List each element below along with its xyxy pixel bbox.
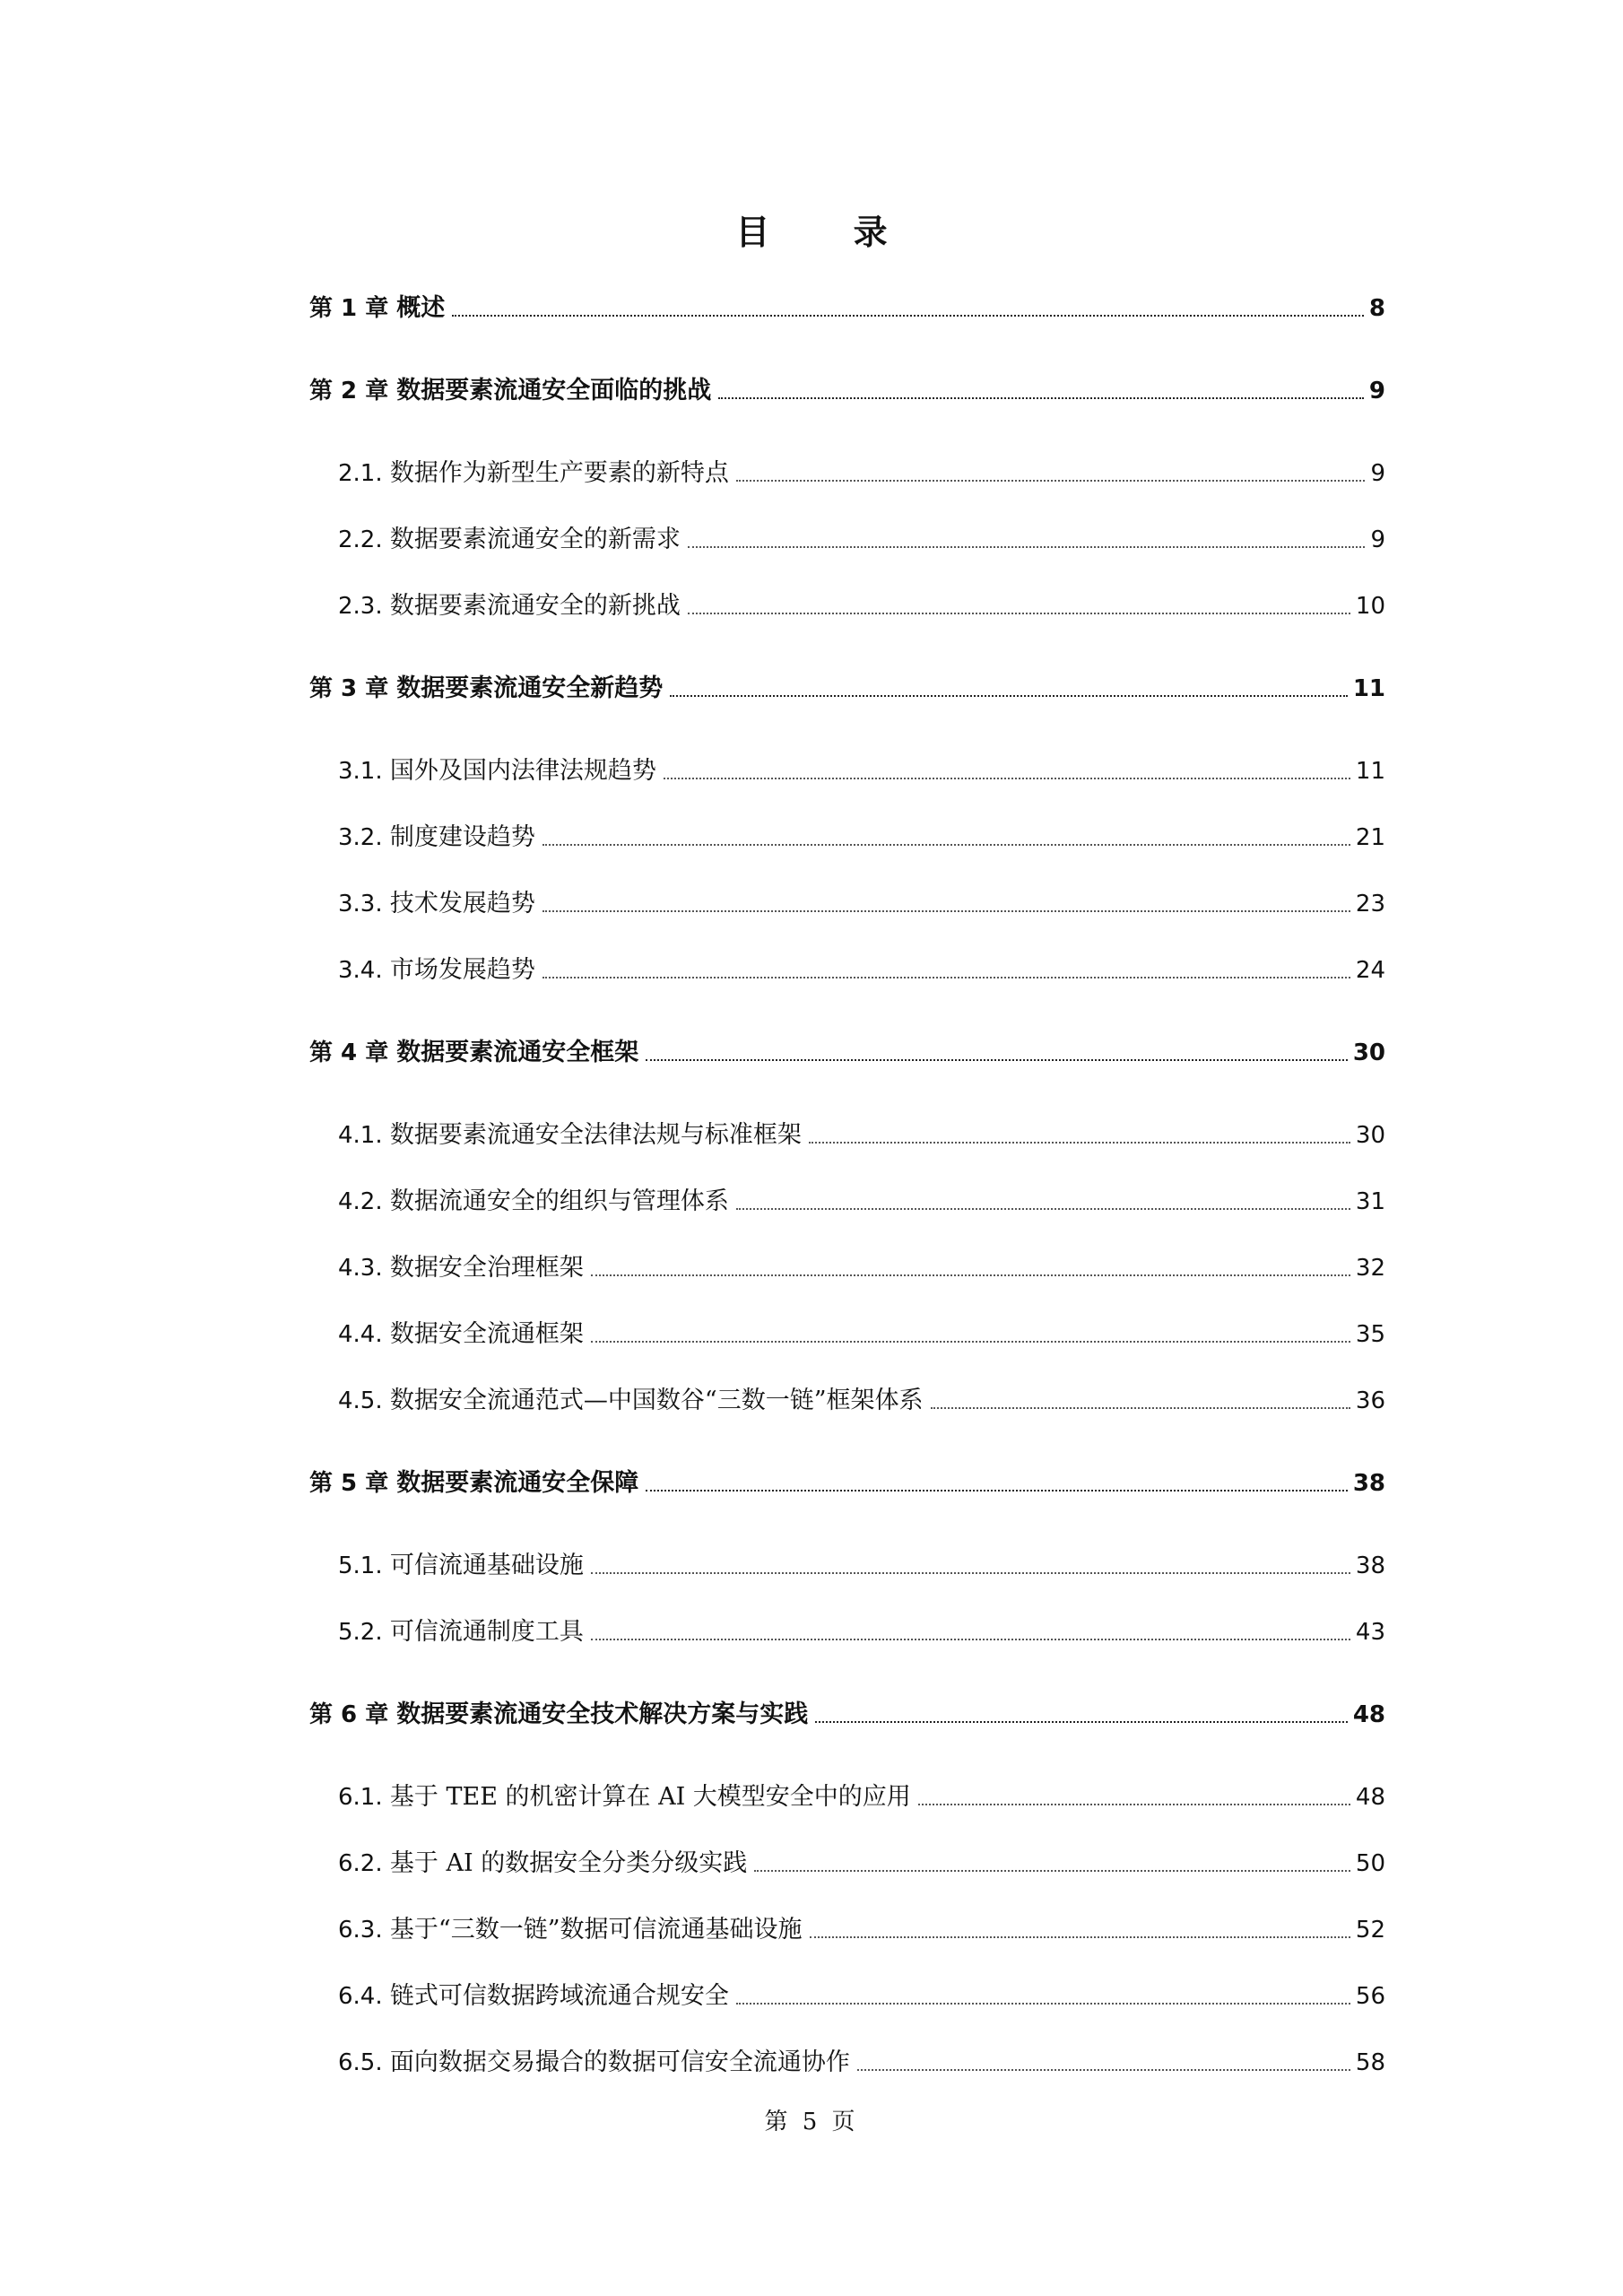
toc-entry[interactable] xyxy=(309,587,1385,622)
dot-leader xyxy=(857,2068,1350,2071)
entry-page: 50 xyxy=(1355,1850,1385,1877)
dot-leader xyxy=(542,843,1350,846)
toc-entry[interactable] xyxy=(309,818,1385,854)
entry-page: 52 xyxy=(1355,1917,1385,1944)
entry-page: 30 xyxy=(1355,1122,1385,1149)
toc-entry[interactable] xyxy=(309,289,1385,325)
toc-entry[interactable] xyxy=(309,1910,1385,1946)
entry-label: 市场发展趋势 xyxy=(389,956,535,984)
entry-page: 48 xyxy=(1352,1701,1385,1728)
entry-number: 2.3. xyxy=(338,593,390,620)
page-footer: 第 5 页 xyxy=(764,2109,859,2135)
toc-entry[interactable] xyxy=(309,2043,1385,2079)
entry-label: 制度建设趋势 xyxy=(389,823,535,851)
dot-leader xyxy=(646,1489,1348,1492)
dot-leader xyxy=(736,2002,1350,2005)
entry-number: 第 6 章 xyxy=(309,1701,397,1728)
entry-number: 第 3 章 xyxy=(309,675,397,702)
toc-entry[interactable] xyxy=(309,1381,1385,1417)
entry-page: 23 xyxy=(1355,891,1385,918)
entry-page: 11 xyxy=(1355,758,1385,785)
toc-entry[interactable] xyxy=(309,951,1385,987)
entry-label: 数据要素流通安全的新挑战 xyxy=(389,592,681,620)
entry-page: 8 xyxy=(1368,295,1385,322)
entry-label: 概述 xyxy=(396,294,446,322)
toc-entry[interactable] xyxy=(309,669,1385,705)
entry-number: 6.4. xyxy=(338,1983,390,2010)
entry-number: 第 5 章 xyxy=(309,1470,397,1497)
entry-label: 数据要素流通安全面临的挑战 xyxy=(396,377,712,404)
toc-entry[interactable] xyxy=(309,371,1385,407)
entry-page: 36 xyxy=(1355,1387,1385,1414)
entry-page: 10 xyxy=(1355,593,1385,620)
entry-page: 56 xyxy=(1355,1983,1385,2010)
dot-leader xyxy=(754,1869,1350,1872)
entry-label: 数据要素流通安全新趋势 xyxy=(396,674,664,702)
entry-page: 9 xyxy=(1368,378,1385,404)
toc-entry[interactable] xyxy=(309,1116,1385,1152)
entry-page: 9 xyxy=(1370,460,1385,487)
entry-number: 3.1. xyxy=(338,758,390,785)
dot-leader xyxy=(591,1571,1350,1574)
toc-entry[interactable] xyxy=(309,1977,1385,2013)
entry-label: 数据要素流通安全保障 xyxy=(396,1469,639,1497)
entry-page: 38 xyxy=(1355,1552,1385,1579)
entry-number: 4.1. xyxy=(338,1122,390,1149)
entry-number: 4.4. xyxy=(338,1321,390,1348)
toc-entry[interactable] xyxy=(309,1695,1385,1731)
entry-number: 第 1 章 xyxy=(309,295,397,322)
entry-label: 数据流通安全的组织与管理体系 xyxy=(389,1187,729,1215)
dot-leader xyxy=(810,1935,1350,1938)
dot-leader xyxy=(591,1638,1350,1640)
entry-number: 第 4 章 xyxy=(309,1039,397,1066)
toc-entry[interactable] xyxy=(309,1613,1385,1648)
dot-leader xyxy=(815,1720,1348,1723)
entry-label: 数据要素流通安全法律法规与标准框架 xyxy=(389,1121,802,1149)
dot-leader xyxy=(542,976,1350,978)
dot-leader xyxy=(736,479,1366,482)
entry-page: 48 xyxy=(1355,1784,1385,1811)
entry-label: 基于 TEE 的机密计算在 AI 大模型安全中的应用 xyxy=(389,1783,911,1811)
entry-page: 30 xyxy=(1352,1039,1385,1066)
entry-number: 6.3. xyxy=(338,1917,390,1944)
entry-number: 3.3. xyxy=(338,891,390,918)
entry-number: 5.2. xyxy=(338,1619,390,1646)
entry-number: 6.2. xyxy=(338,1850,390,1877)
dot-leader xyxy=(646,1058,1348,1061)
dot-leader xyxy=(688,545,1366,548)
entry-label: 基于“三数一链”数据可信流通基础设施 xyxy=(389,1916,803,1944)
dot-leader xyxy=(670,694,1348,697)
entry-number: 2.1. xyxy=(338,460,390,487)
entry-page: 31 xyxy=(1355,1188,1385,1215)
dot-leader xyxy=(809,1141,1350,1144)
entry-label: 可信流通制度工具 xyxy=(389,1618,584,1646)
entry-label: 面向数据交易撮合的数据可信安全流通协作 xyxy=(389,2048,850,2076)
entry-page: 43 xyxy=(1355,1619,1385,1646)
entry-label: 数据要素流通安全技术解决方案与实践 xyxy=(396,1700,809,1728)
entry-number: 6.5. xyxy=(338,2049,390,2076)
entry-label: 数据安全流通范式—中国数谷“三数一链”框架体系 xyxy=(389,1387,924,1414)
toc-entry[interactable] xyxy=(309,520,1385,556)
entry-number: 6.1. xyxy=(338,1784,390,1811)
entry-number: 5.1. xyxy=(338,1552,390,1579)
dot-leader xyxy=(718,396,1364,399)
toc-entry[interactable] xyxy=(309,1248,1385,1284)
dot-leader xyxy=(542,909,1350,912)
entry-number: 4.2. xyxy=(338,1188,390,1215)
entry-page: 35 xyxy=(1355,1321,1385,1348)
toc-entry[interactable] xyxy=(309,1182,1385,1218)
dot-leader xyxy=(664,777,1350,779)
entry-label: 数据要素流通安全的新需求 xyxy=(389,526,681,553)
entry-label: 技术发展趋势 xyxy=(389,890,535,918)
entry-number: 3.4. xyxy=(338,957,390,984)
toc-entry[interactable] xyxy=(309,454,1385,490)
entry-label: 可信流通基础设施 xyxy=(389,1552,584,1579)
entry-number: 4.3. xyxy=(338,1255,390,1282)
toc-title: 目 录 xyxy=(735,212,924,252)
toc-entry[interactable] xyxy=(309,1778,1385,1813)
entry-page: 21 xyxy=(1355,824,1385,851)
toc-entry[interactable] xyxy=(309,1464,1385,1500)
entry-label: 链式可信数据跨域流通合规安全 xyxy=(389,1982,729,2010)
toc-entry[interactable] xyxy=(309,884,1385,920)
dot-leader xyxy=(591,1340,1350,1343)
dot-leader xyxy=(931,1406,1350,1409)
entry-page: 32 xyxy=(1355,1255,1385,1282)
entry-page: 38 xyxy=(1352,1470,1385,1497)
entry-number: 3.2. xyxy=(338,824,390,851)
dot-leader xyxy=(452,314,1364,317)
dot-leader xyxy=(591,1274,1350,1276)
entry-number: 2.2. xyxy=(338,526,390,553)
toc-entry[interactable] xyxy=(309,1033,1385,1069)
entry-number: 第 2 章 xyxy=(309,378,397,404)
toc-entry[interactable] xyxy=(309,1546,1385,1582)
entry-label: 数据作为新型生产要素的新特点 xyxy=(389,459,729,487)
dot-leader xyxy=(688,612,1350,614)
entry-label: 数据安全治理框架 xyxy=(389,1254,584,1282)
entry-label: 基于 AI 的数据安全分类分级实践 xyxy=(389,1849,748,1877)
toc-entry[interactable] xyxy=(309,1844,1385,1880)
entry-label: 国外及国内法律法规趋势 xyxy=(389,757,656,785)
entry-label: 数据要素流通安全框架 xyxy=(396,1039,639,1066)
entry-page: 24 xyxy=(1355,957,1385,984)
entry-page: 9 xyxy=(1370,526,1385,553)
entry-page: 11 xyxy=(1352,675,1385,702)
toc-entry[interactable] xyxy=(309,1315,1385,1351)
dot-leader xyxy=(918,1803,1350,1805)
entry-page: 58 xyxy=(1355,2049,1385,2076)
entry-label: 数据安全流通框架 xyxy=(389,1320,584,1348)
dot-leader xyxy=(736,1207,1350,1210)
entry-number: 4.5. xyxy=(338,1387,390,1414)
toc-entry[interactable] xyxy=(309,752,1385,787)
